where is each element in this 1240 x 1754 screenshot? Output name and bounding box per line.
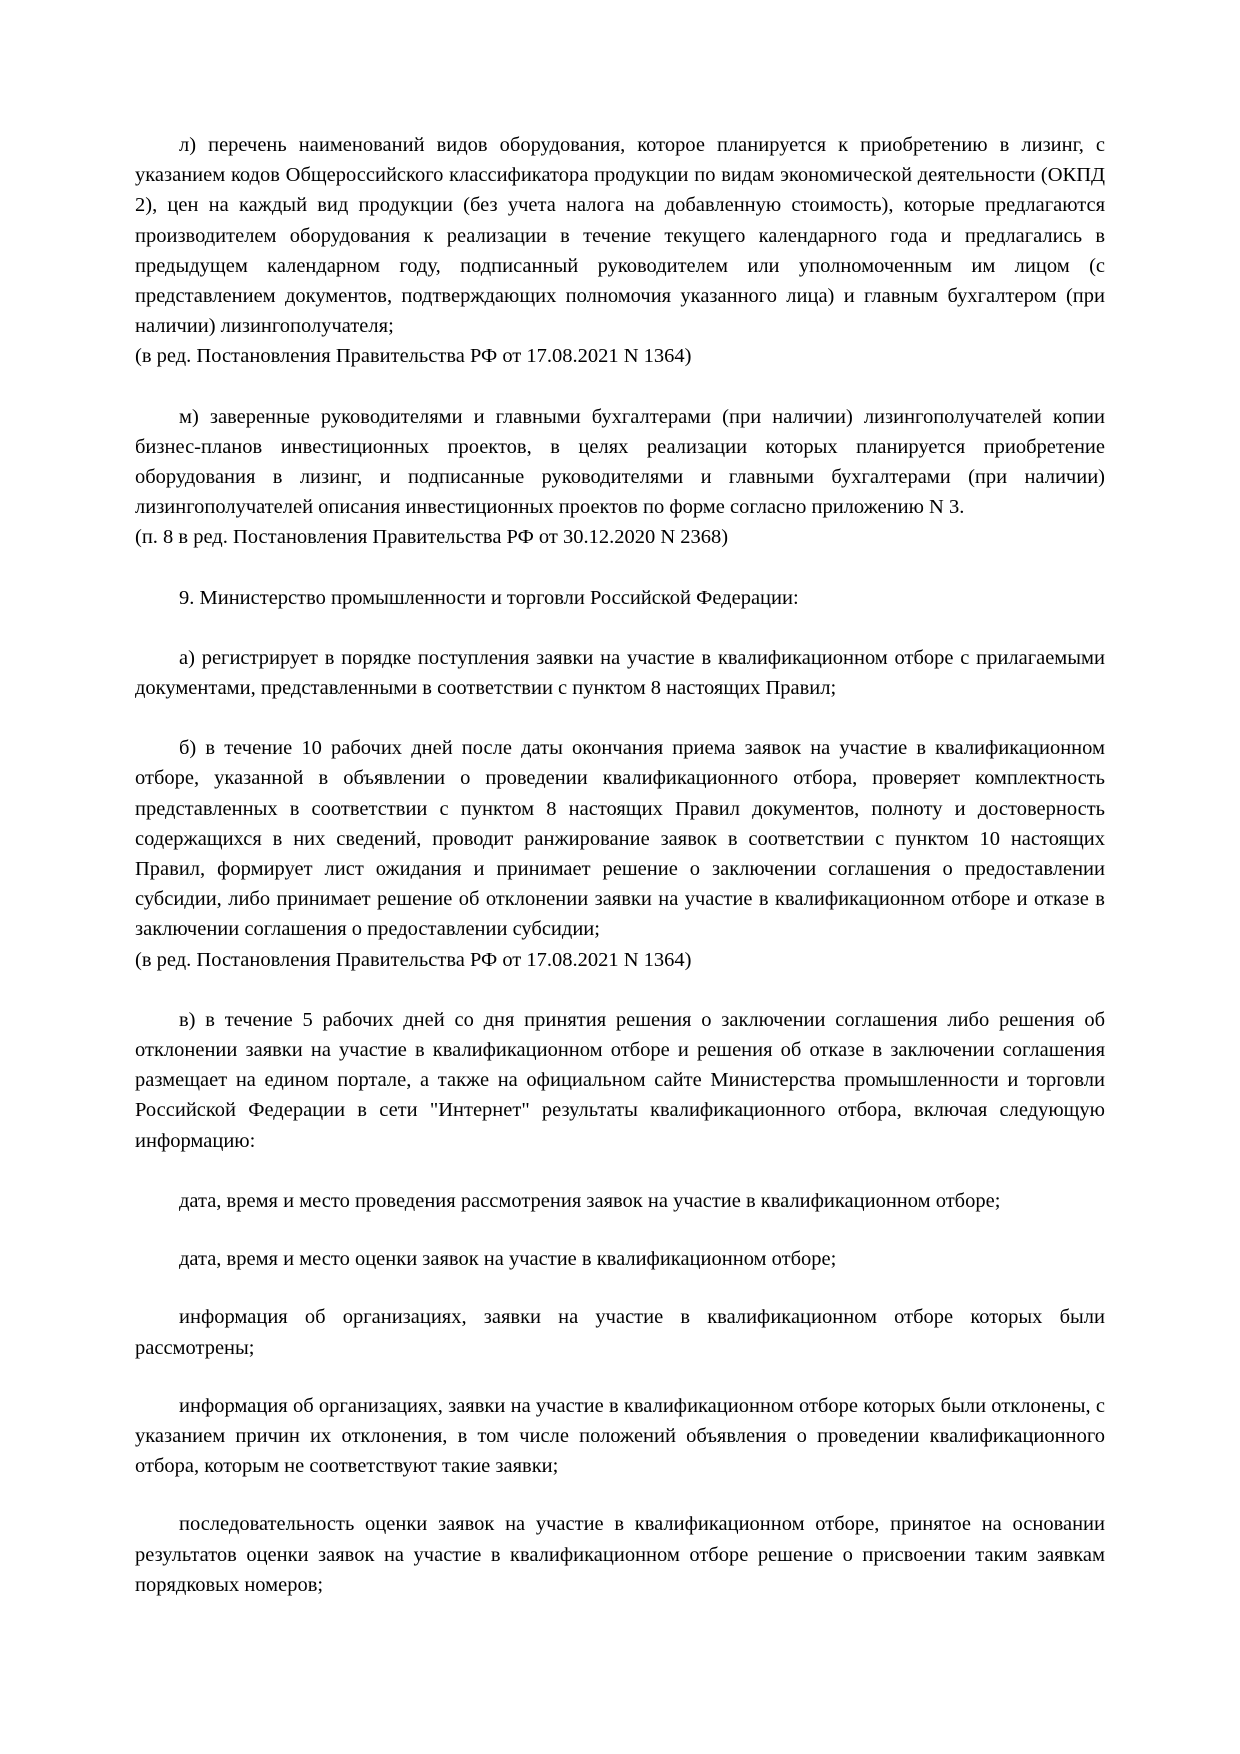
paragraph-spacer bbox=[135, 975, 1105, 1005]
paragraph-spacer bbox=[135, 1216, 1105, 1244]
paragraph-spacer bbox=[135, 1363, 1105, 1391]
paragraph-item-9: 9. Министерство промышленности и торговли Российской Федерации: bbox=[179, 586, 799, 609]
document-body bbox=[135, 130, 1105, 1600]
paragraph-sub-4: информация об организациях, заявки на участие в квалификационном отборе которых были отклонены, с указанием причин их отклонения, в том числе положений объявления о проведении квалификационного отбора, которым не соответствуют такие заявки; bbox=[135, 1394, 1105, 1478]
paragraph-item-m: м) заверенные руководителями и главными бухгалтерами (при наличии) лизингополучателей копии бизнес-планов инвестиционных проектов, в целях реализации которых планируется приобретение оборудования в лизинг, и подписанные руководителями и главными бухгалтерами (при наличии) лизингополучателей описания инвестиционных проектов по форме согласно приложению N 3. bbox=[135, 405, 1105, 519]
paragraph-spacer bbox=[135, 613, 1105, 643]
paragraph-spacer bbox=[135, 703, 1105, 733]
paragraph-spacer bbox=[135, 1274, 1105, 1302]
paragraph-spacer bbox=[135, 1481, 1105, 1509]
paragraph-sub-1: дата, время и место проведения рассмотрения заявок на участие в квалификационном отборе; bbox=[179, 1189, 1001, 1212]
revision-note-item-b: (в ред. Постановления Правительства РФ от 17.08.2021 N 1364) bbox=[135, 948, 692, 971]
paragraph-sub-5: последовательность оценки заявок на участие в квалификационном отборе, принятое на основании результатов оценки заявок на участие в квалификационном отборе решение о присвоении таким заявкам порядковых номеров; bbox=[135, 1513, 1105, 1596]
paragraph-spacer bbox=[135, 1156, 1105, 1186]
paragraph-sub-3: информация об организациях, заявки на участие в квалификационном отборе которых были рассмотрены; bbox=[135, 1306, 1105, 1359]
paragraph-spacer bbox=[135, 372, 1105, 402]
paragraph-item-l: л) перечень наименований видов оборудования, которое планируется к приобретению в лизинг, с указанием кодов Общероссийского классификатора продукции по видам экономической деятельности (ОКПД 2), цен на каждый вид продукции (без учета налога на добавленную стоимость), которые предлагаются производителем оборудования к реализации в течение текущего календарного года и предлагались в предыдущем календарном году, подписанный руководителем или уполномоченным им лицом (с представлением документов, подтверждающих полномочия указанного лица) и главным бухгалтером (при наличии) лизингополучателя; bbox=[135, 134, 1105, 338]
paragraph-spacer bbox=[135, 553, 1105, 583]
paragraph-sub-2: дата, время и место оценки заявок на участие в квалификационном отборе; bbox=[179, 1248, 837, 1271]
revision-note-point-8: (п. 8 в ред. Постановления Правительства РФ от 30.12.2020 N 2368) bbox=[135, 526, 729, 549]
paragraph-item-v: в) в течение 5 рабочих дней со дня принятия решения о заключении соглашения либо решения об отклонении заявки на участие в квалификационном отборе и решения об отказе в заключении соглашения размещает на едином портале, а также на официальном сайте Министерства промышленности и торговли Российской Федерации в сети "Интернет" результаты квалификационного отбора, включая следующую информацию: bbox=[135, 1008, 1105, 1152]
revision-note-item-l: (в ред. Постановления Правительства РФ от 17.08.2021 N 1364) bbox=[135, 345, 692, 368]
paragraph-item-a: а) регистрирует в порядке поступления заявки на участие в квалификационном отборе с прилагаемыми документами, представленными в соответствии с пунктом 8 настоящих Правил; bbox=[135, 646, 1105, 700]
paragraph-item-b: б) в течение 10 рабочих дней после даты окончания приема заявок на участие в квалификационном отборе, указанной в объявлении о проведении квалификационного отбора, проверяет комплектность представленных в соответствии с пунктом 8 настоящих Правил документов, полноту и достоверность содержащихся в них сведений, проводит ранжирование заявок в соответствии с пунктом 10 настоящих Правил, формирует лист ожидания и принимает решение о заключении соглашения о предоставлении субсидии, либо принимает решение об отклонении заявки на участие в квалификационном отборе и отказе в заключении соглашения о предоставлении субсидии; bbox=[135, 737, 1105, 941]
